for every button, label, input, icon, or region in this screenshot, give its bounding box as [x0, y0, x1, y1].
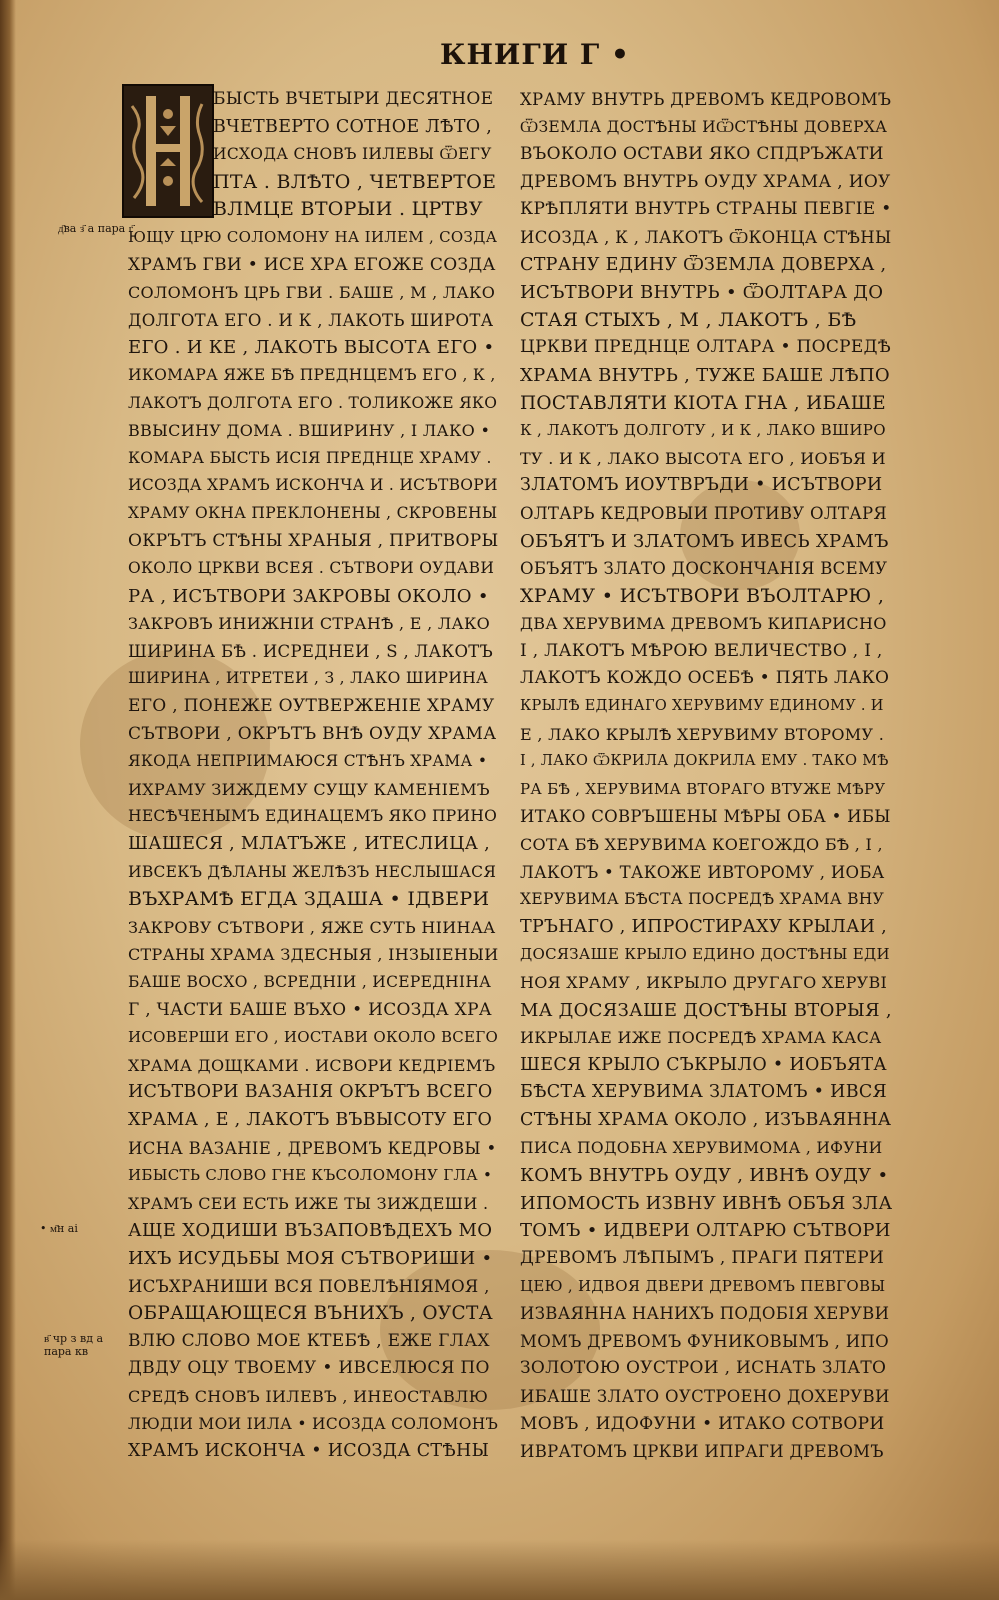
text-line: ИСЪХРАНИШИ ВСЯ ПОВЕЛѢНІЯМОЯ ,: [128, 1276, 490, 1296]
text-line: СОТА БѢ ХЕРУВИМА КОЕГОЖДО БѢ , І ,: [520, 835, 883, 855]
text-line: КОМАРА БЫСТЬ ИСІЯ ПРЕДНЦЕ ХРАМУ .: [128, 448, 492, 467]
text-line: ОБЪЯТЪ И ЗЛАТОМЪ ИВЕСЬ ХРАМЪ: [520, 530, 889, 552]
text-line: ШИРИНА , ИТРЕТЕИ , З , ЛАКО ШИРИНА: [128, 669, 489, 688]
text-line: ИХРАМУ ЗИЖДЕМУ СУЩУ КАМЕНІЕМЪ: [128, 779, 490, 799]
text-line: ЗЛАТОМЪ ИОУТВРЪДИ • ИСЪТВОРИ: [520, 475, 883, 496]
text-line: КРЫЛѢ ЕДИНАГО ХЕРУВИМУ ЕДИНОМУ . И: [520, 698, 884, 715]
text-line: І , ЛАКО ѾКРИЛА ДОКРИЛА ЕМУ . ТАКО МѢ: [520, 753, 889, 770]
text-line: НЕСѢЧЕНЫМЪ ЕДИНАЦЕМЪ ЯКО ПРИНО: [128, 807, 498, 826]
page-header: КНИГИ Г •: [440, 38, 630, 71]
text-line: ИВСЕКЪ ДѢЛАНЫ ЖЕЛѢЗЪ НЕСЛЫШАСЯ: [128, 862, 497, 881]
text-line: СТѢНЫ ХРАМА ОКОЛО , ИЗЪВАЯННА: [520, 1109, 892, 1130]
text-line: ИСОЗДА ХРАМЪ ИСКОНЧА И . ИСЪТВОРИ: [128, 476, 498, 495]
text-line: ИСХОДА СНОВЪ ІИЛЕВЫ ѾЕГУ: [213, 145, 492, 164]
text-line: ОБРАЩАЮЩЕСЯ ВЪНИХЪ , ОУСТА: [128, 1303, 493, 1325]
margin-reference-note: • м҃н аі: [40, 1222, 78, 1235]
text-line: ХРАМА ДОЩКАМИ . ИСВОРИ КЕДРІЕМЪ: [128, 1055, 496, 1075]
text-line: ИСОЗДА , К , ЛАКОТЪ ѾКОНЦА СТѢНЫ: [520, 227, 892, 247]
text-line: ХРАМА ВНУТРЬ , ТУЖЕ БАШЕ ЛѢПО: [520, 364, 890, 386]
text-column-right: [520, 86, 892, 1466]
text-line: БЫСТЬ ВЧЕТЫРИ ДЕСЯТНОЕ: [213, 89, 494, 109]
text-line: ХРАМА , Е , ЛАКОТЪ ВЪВЫСОТУ ЕГО: [128, 1109, 493, 1130]
text-line: ТРЪНАГО , ИПРОСТИРАХУ КРЫЛАИ ,: [520, 916, 887, 937]
text-line: ХРАМУ ВНУТРЬ ДРЕВОМЪ КЕДРОВОМЪ: [520, 90, 892, 109]
text-line: СОЛОМОНЪ ЦРЬ ГВИ . БАШЕ , М , ЛАКО: [128, 283, 496, 303]
text-line: ИСЪТВОРИ ВНУТРЬ • ѾОЛТАРА ДО: [520, 282, 884, 304]
text-line: ХРАМУ ОКНА ПРЕКЛОНЕНЫ , СКРОВЕНЫ: [128, 503, 498, 522]
text-line: МА ДОСЯЗАШЕ ДОСТѢНЫ ВТОРЫЯ ,: [520, 999, 892, 1021]
text-line: АЩЕ ХОДИШИ ВЪЗАПОВѢДЕХЪ МО: [128, 1220, 493, 1242]
text-line: ВВЫСИНУ ДОМА . ВШИРИНУ , І ЛАКО •: [128, 421, 491, 441]
text-line: ХРАМЪ СЕИ ЕСТЬ ИЖЕ ТЫ ЗИЖДЕШИ .: [128, 1193, 489, 1213]
text-line: ШАШЕСЯ , МЛАТЪЖЕ , ИТЕСЛИЦА ,: [128, 834, 490, 855]
text-line: ВЛЮ СЛОВО МОЕ КТЕБѢ , ЕЖЕ ГЛАХ: [128, 1330, 490, 1351]
text-line: СРЕДѢ СНОВЪ ІИЛЕВЪ , ИНЕОСТАВЛЮ: [128, 1386, 489, 1406]
text-line: Е , ЛАКО КРЫЛѢ ХЕРУВИМУ ВТОРОМУ .: [520, 724, 885, 744]
text-line: ЗОЛОТОЮ ОУСТРОИ , ИСНАТЬ ЗЛАТО: [520, 1358, 887, 1379]
text-line: ЦЕЮ , ИДВОЯ ДВЕРИ ДРЕВОМЪ ПЕВГОВЫ: [520, 1276, 886, 1295]
text-line: СЪТВОРИ , ОКРЪТЪ ВНѢ ОУДУ ХРАМА: [128, 723, 497, 744]
text-line: ОЛТАРЬ КЕДРОВЫИ ПРОТИВУ ОЛТАРЯ: [520, 503, 888, 523]
text-line: ЦРКВИ ПРЕДНЦЕ ОЛТАРА • ПОСРЕДѢ: [520, 337, 891, 358]
text-line: ПОСТАВЛЯТИ КІОТА ГНА , ИБАШЕ: [520, 392, 886, 414]
text-line: НОЯ ХРАМУ , ИКРЫЛО ДРУГАГО ХЕРУВІ: [520, 973, 888, 992]
text-line: СТАЯ СТЫХЪ , М , ЛАКОТЪ , БѢ: [520, 308, 857, 331]
text-line: ОБЪЯТЪ ЗЛАТО ДОСКОНЧАНІЯ ВСЕМУ: [520, 559, 888, 579]
text-line: ХЕРУВИМА БѢСТА ПОСРЕДѢ ХРАМА ВНУ: [520, 890, 885, 909]
text-line: ИКОМАРА ЯЖЕ БѢ ПРЕДНЦЕМЪ ЕГО , К ,: [128, 365, 496, 384]
text-line: К , ЛАКОТЪ ДОЛГОТУ , И К , ЛАКО ВШИРО: [520, 421, 886, 440]
margin-reference-note: в҃ чр з вд а пара кв: [44, 1332, 104, 1358]
text-line: ИВРАТОМЪ ЦРКВИ ИПРАГИ ДРЕВОМЪ: [520, 1442, 884, 1462]
text-line: ИСОВЕРШИ ЕГО , ИОСТАВИ ОКОЛО ВСЕГО: [128, 1028, 498, 1047]
text-line: ДВДУ ОЦУ ТВОЕМУ • ИВСЕЛЮСЯ ПО: [128, 1358, 490, 1379]
text-line: І , ЛАКОТЪ МѢРОЮ ВЕЛИЧЕСТВО , І ,: [520, 640, 883, 661]
text-line: КРѢПЛЯТИ ВНУТРЬ СТРАНЫ ПЕВГІЕ •: [520, 199, 892, 220]
text-line: ѾЗЕМЛА ДОСТѢНЫ ИѾСТѢНЫ ДОВЕРХА: [520, 117, 888, 136]
text-column-left: [128, 86, 498, 1466]
text-line: ДОЛГОТА ЕГО . И К , ЛАКОТЬ ШИРОТА: [128, 310, 494, 330]
text-line: ПИСА ПОДОБНА ХЕРУВИМОМА , ИФУНИ: [520, 1138, 883, 1157]
text-line: БАШЕ ВОСХО , ВСРЕДНІИ , ИСЕРЕДНІНА: [128, 973, 492, 991]
text-line: ХРАМУ • ИСЪТВОРИ ВЪОЛТАРЮ ,: [520, 584, 885, 607]
text-line: ДОСЯЗАШЕ КРЫЛО ЕДИНО ДОСТѢНЫ ЕДИ: [520, 945, 890, 964]
text-line: ИКРЫЛАЕ ИЖЕ ПОСРЕДѢ ХРАМА КАСА: [520, 1028, 882, 1048]
text-line: ХРАМЪ ИСКОНЧА • ИСОЗДА СТѢНЫ: [128, 1441, 490, 1462]
text-line: МОВЪ , ИДОФУНИ • ИТАКО СОТВОРИ: [520, 1413, 885, 1434]
text-line: ШЕСЯ КРЫЛО СЪКРЫЛО • ИОБЪЯТА: [520, 1054, 887, 1075]
text-line: РА БѢ , ХЕРУВИМА ВТОРАГО ВТУЖЕ МѢРУ: [520, 779, 886, 798]
text-line: ЯКОДА НЕПРІИМАЮСЯ СТѢНЪ ХРАМА •: [128, 752, 488, 771]
text-line: ИПОМОСТЬ ИЗВНУ ИВНѢ ОБЪЯ ЗЛА: [520, 1192, 892, 1214]
text-line: ШИРИНА БѢ . ИСРЕДНЕИ , Ѕ , ЛАКОТЪ: [128, 641, 494, 661]
text-line: ЗАКРОВУ СЪТВОРИ , ЯЖЕ СУТЬ НІИНАА: [128, 917, 496, 937]
text-line: ВЪОКОЛО ОСТАВИ ЯКО СПДРЪЖАТИ: [520, 144, 884, 165]
text-line: СТРАНУ ЕДИНУ ѾЗЕМЛА ДОВЕРХА ,: [520, 254, 887, 275]
text-line: ЕГО . И КЕ , ЛАКОТЬ ВЫСОТА ЕГО •: [128, 337, 495, 359]
text-line: МОМЪ ДРЕВОМЪ ФУНИКОВЫМЪ , ИПО: [520, 1331, 889, 1351]
text-line: ДРЕВОМЪ ВНУТРЬ ОУДУ ХРАМА , ИОУ: [520, 171, 891, 192]
text-line: СТРАНЫ ХРАМА ЗДЕСНЫЯ , ІНЗЫІЕНЫИ: [128, 945, 498, 965]
text-line: ЛЮДІИ МОИ ІИЛА • ИСОЗДА СОЛОМОНЪ: [128, 1414, 498, 1433]
text-line: ОКРЪТЪ СТѢНЫ ХРАНЫЯ , ПРИТВОРЫ: [128, 530, 498, 551]
text-line: ЛАКОТЪ КОЖДО ОСЕБѢ • ПЯТЬ ЛАКО: [520, 668, 890, 689]
text-line: ВЧЕТВЕРТО СОТНОЕ ЛѢТО ,: [213, 116, 493, 137]
text-line: ВЛМЦЕ ВТОРЫИ . ЦРТВУ: [213, 198, 483, 221]
text-line: ИСНА ВАЗАНІЕ , ДРЕВОМЪ КЕДРОВЫ •: [128, 1138, 497, 1158]
text-line: ИБЫСТЬ СЛОВО ГНЕ КЪСОЛОМОНУ ГЛА •: [128, 1166, 493, 1185]
text-line: ХРАМЪ ГВИ • ИСЕ ХРА ЕГОЖЕ СОЗДА: [128, 254, 496, 275]
page-bottom-shadow: [0, 1540, 999, 1600]
text-line: ЛАКОТЪ ДОЛГОТА ЕГО . ТОЛИКОЖЕ ЯКО: [128, 393, 498, 412]
text-line: Г , ЧАСТИ БАШЕ ВЪХО • ИСОЗДА ХРА: [128, 999, 492, 1020]
text-line: ТОМЪ • ИДВЕРИ ОЛТАРЮ СЪТВОРИ: [520, 1220, 891, 1242]
text-line: ТУ . И К , ЛАКО ВЫСОТА ЕГО , ИОБЪЯ И: [520, 448, 886, 468]
text-line: ЕГО , ПОНЕЖЕ ОУТВЕРЖЕНІЕ ХРАМУ: [128, 696, 495, 717]
text-line: ВЪХРАМѢ ЕГДА ЗДАША • ІДВЕРИ: [128, 888, 490, 911]
page-binding-edge: [0, 0, 16, 1600]
text-line: ИБАШЕ ЗЛАТО ОУСТРОЕНО ДОХЕРУВИ: [520, 1386, 890, 1406]
text-line: ИСЪТВОРИ ВАЗАНІЯ ОКРЪТЪ ВСЕГО: [128, 1082, 493, 1103]
text-line: ДВА ХЕРУВИМА ДРЕВОМЪ КИПАРИСНО: [520, 614, 887, 634]
text-line: РА , ИСЪТВОРИ ЗАКРОВЫ ОКОЛО •: [128, 585, 489, 607]
text-line: БѢСТА ХЕРУВИМА ЗЛАТОМЪ • ИВСЯ: [520, 1082, 887, 1103]
text-line: ДРЕВОМЪ ЛѢПЫМЪ , ПРАГИ ПЯТЕРИ: [520, 1247, 885, 1268]
text-line: ИЗВАЯННА НАНИХЪ ПОДОБІЯ ХЕРУВИ: [520, 1304, 890, 1324]
text-line: ОКОЛО ЦРКВИ ВСЕЯ . СЪТВОРИ ОУДАВИ: [128, 559, 495, 578]
text-line: ЗАКРОВЪ ИНИЖНІИ СТРАНѢ , Е , ЛАКО: [128, 614, 491, 634]
margin-reference-note: д҃ва з҃ а пара г҃: [58, 222, 134, 235]
text-line: КОМЪ ВНУТРЬ ОУДУ , ИВНѢ ОУДУ •: [520, 1165, 889, 1187]
text-line: ИТАКО СОВРЪШЕНЫ МѢРЫ ОБА • ИБЫ: [520, 807, 891, 827]
text-line: ИХЪ ИСУДЬБЫ МОЯ СЪТВОРИШИ •: [128, 1247, 493, 1269]
text-line: ЛАКОТЪ • ТАКОЖЕ ИВТОРОМУ , ИОБА: [520, 862, 885, 882]
text-line: ПТА . ВЛѢТО , ЧЕТВЕРТОЕ: [213, 170, 497, 193]
text-line: ЮЩУ ЦРЮ СОЛОМОНУ НА ІИЛЕМ , СОЗДА: [128, 227, 498, 246]
